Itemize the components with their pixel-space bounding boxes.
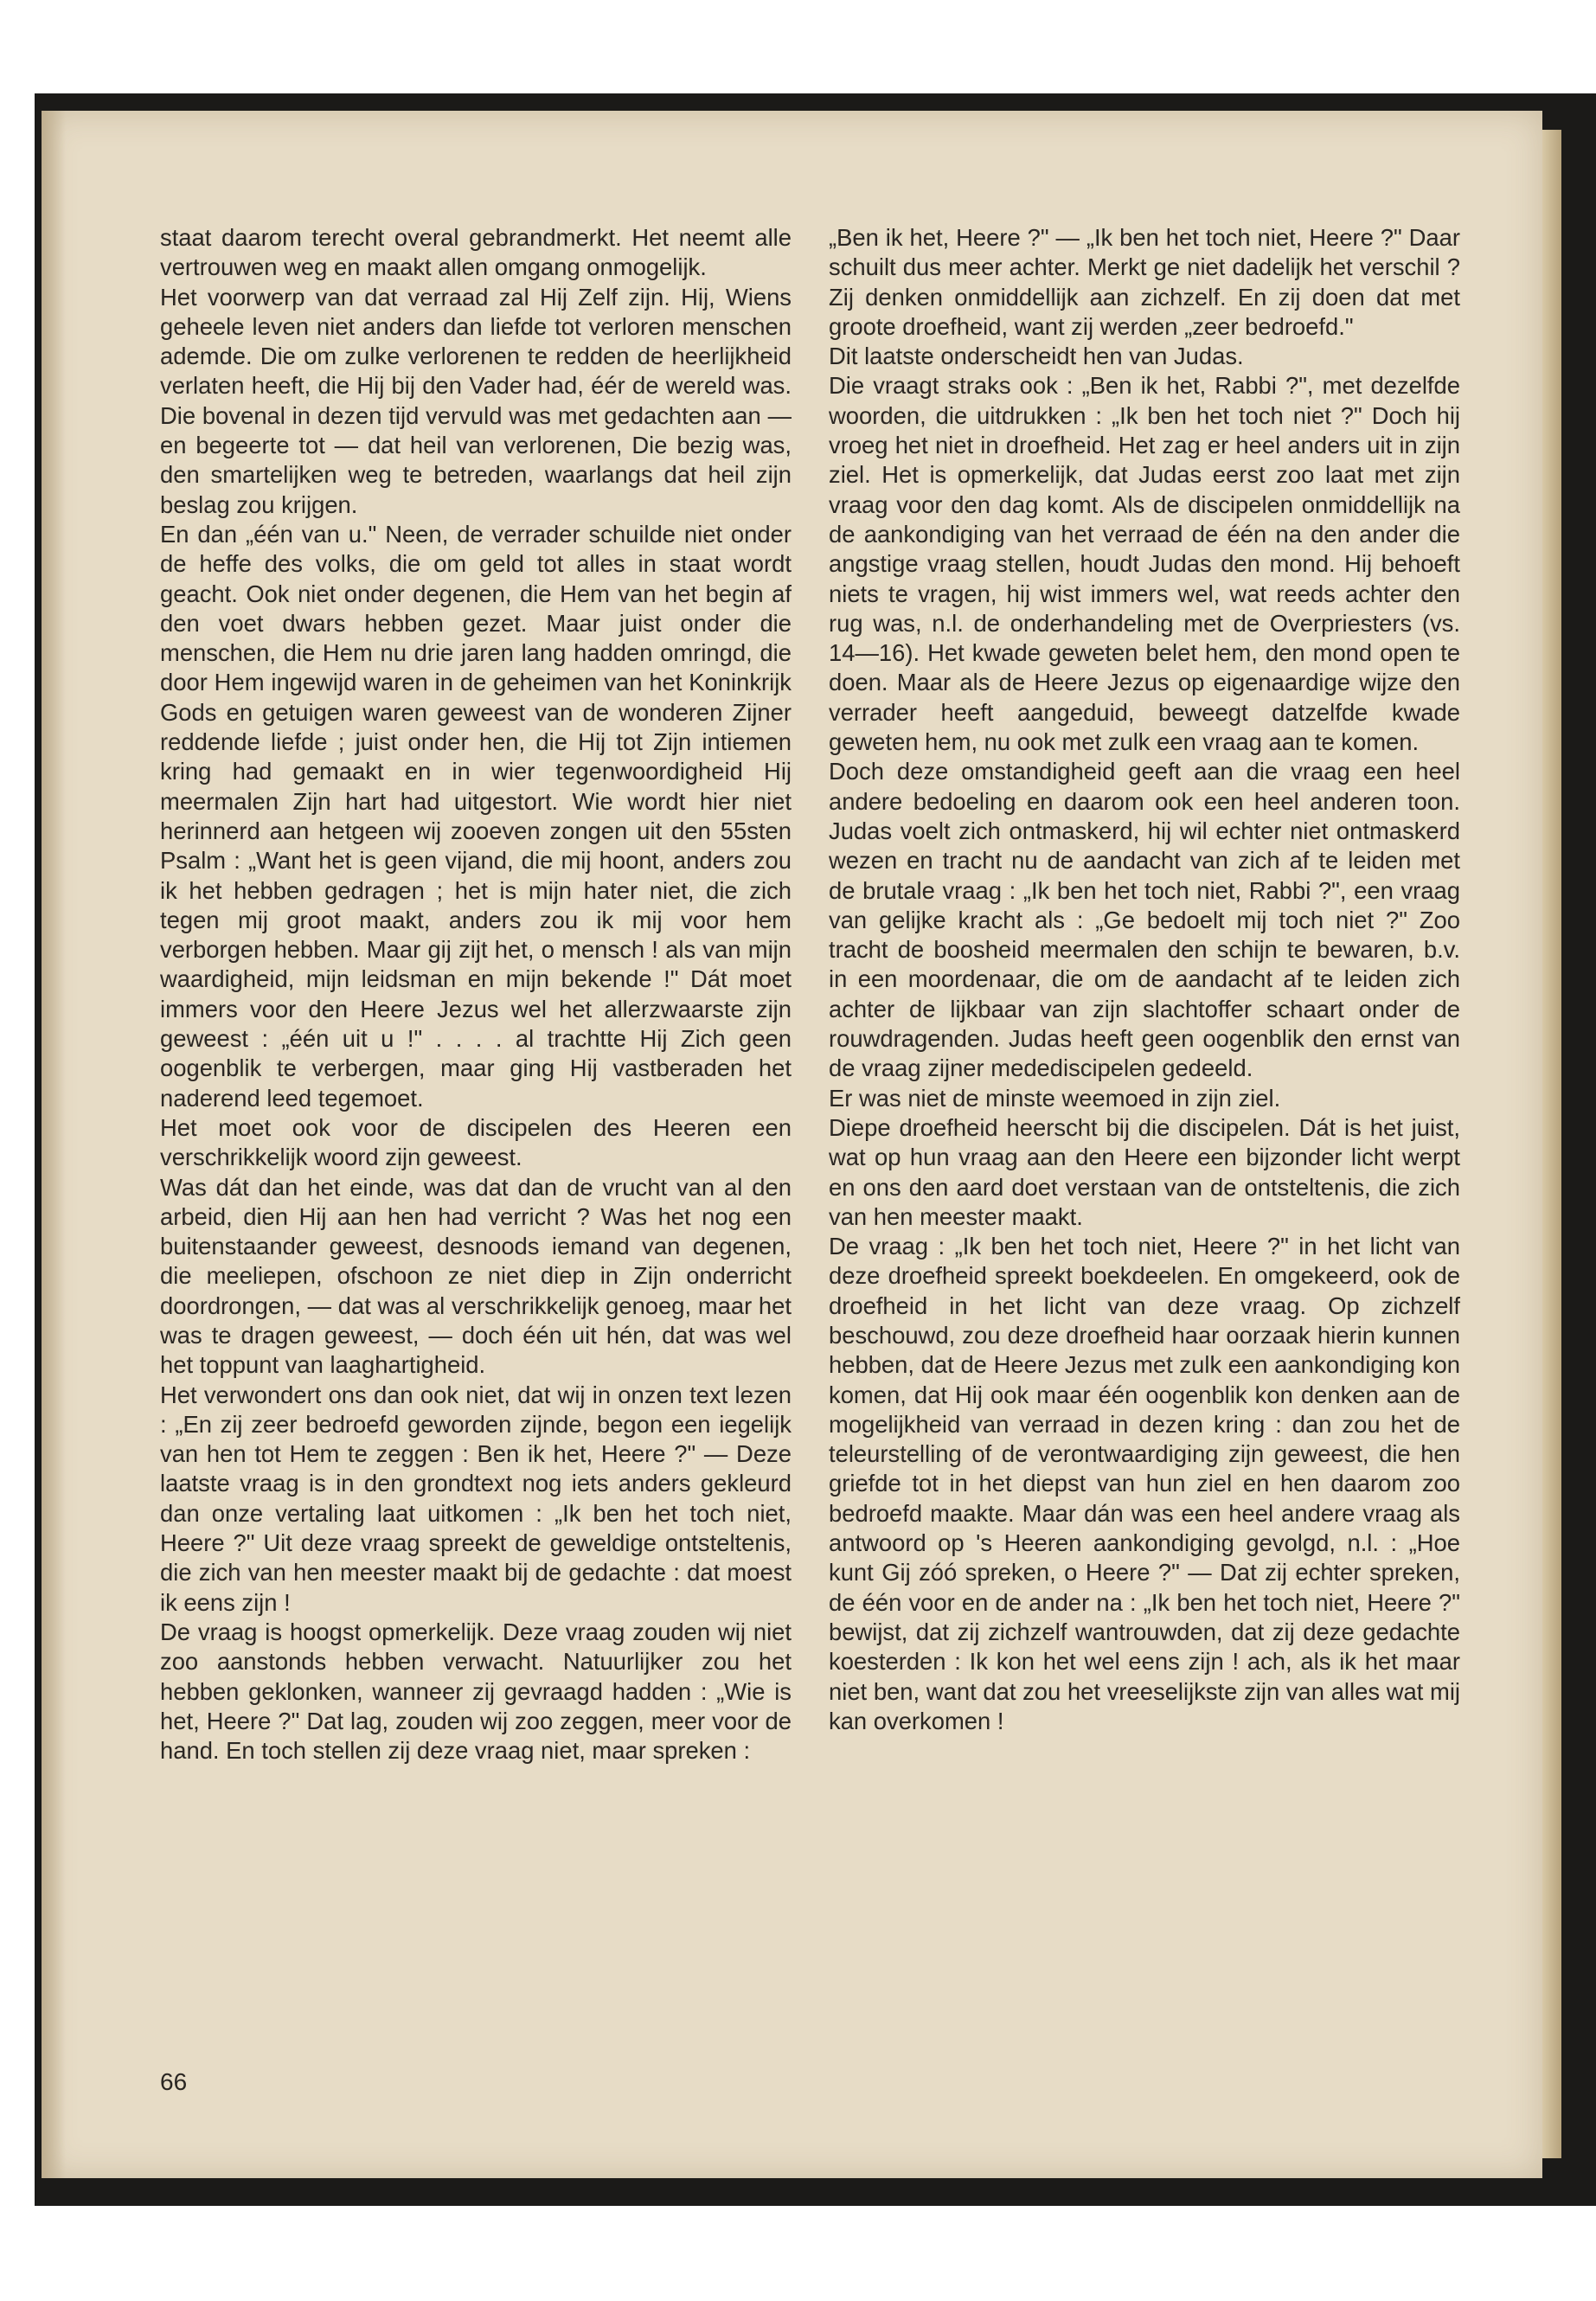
paragraph: Die vraagt straks ook : „Ben ik het, Rabbi ?", met dezelfde woorden, die uitdrukken : „Ik ben het toch niet ?" Doch hij vroeg het niet in droefheid. Het zag er heel anders uit in zijn ziel. Het is opmerkelijk, dat Judas eerst zoo laat met zijn vraag voor den dag komt. Als de discipelen onmiddellijk na de aankondiging van het verraad de één na den ander die angstige vraag stellen, houdt Judas den mond. Hij behoeft niets te vragen, hij wist immers wel, wat reeds achter den rug was, n.l. de onderhandeling met de Overpriesters (vs. 14—16). Het kwade geweten belet hem, den mond open te doen. Maar als de Heere Jezus op eigenaardige wijze den verrader heeft aangeduid, beweegt datzelfde kwade geweten hem, nu ook met zulk een vraag aan te komen. <box>829 372 1460 756</box>
left-column <box>160 223 792 1766</box>
paragraph: Er was niet de minste weemoed in zijn ziel. <box>829 1084 1281 1112</box>
paragraph: De vraag : „Ik ben het toch niet, Heere ?" in het licht van deze droefheid spreekt boekdeelen. En omgekeerd, ook de droefheid in het licht van deze vraag. Op zichzelf beschouwd, zou deze droefheid haar oorzaak hierin kunnen hebben, dat de Heere Jezus met zulk een aankondiging kon komen, dat Hij ook maar één oogenblik kon denken aan de mogelijkheid van verraad in dezen kring : dan zou het de teleurstelling of de verontwaardiging zijn geweest, die hen griefde tot in het diepst van hun ziel en hen daarom zoo bedroefd maakte. Maar dán was een heel andere vraag als antwoord op 's Heeren aankondiging gevolgd, n.l. : „Hoe kunt Gij zóó spreken, o Heere ?" — Dat zij echter spreken, de één voor en de ander na : „Ik ben het toch niet, Heere ?" bewijst, dat zij zichzelf wantrouwden, dat zij deze gedachte koesterden : Ik kon het wel eens zijn ! ach, als ik het maar niet ben, want dat zou het vreeselijkste zijn van alles wat mij kan overkomen ! <box>829 1233 1460 1734</box>
paragraph: Het verwondert ons dan ook niet, dat wij in onzen text lezen : „En zij zeer bedroefd geworden zijnde, begon een iegelijk van hen tot Hem te zeggen : Ben ik het, Heere ?" — Deze laatste vraag is in den grondtext nog iets anders gekleurd dan onze vertaling laat uitkomen : „Ik ben het toch niet, Heere ?" Uit deze vraag spreekt de geweldige ontsteltenis, die zich van hen meester maakt bij de gedachte : dat moest ik eens zijn ! <box>160 1381 792 1616</box>
paragraph: De vraag is hoogst opmerkelijk. Deze vraag zouden wij niet zoo aanstonds hebben verwacht. Natuurlijker zou het hebben geklonken, wanneer zij gevraagd hadden : „Wie is het, Heere ?" Dat lag, zouden wij zoo zeggen, meer voor de hand. En toch stellen zij deze vraag niet, maar spreken : <box>160 1618 792 1765</box>
paragraph: Doch deze omstandigheid geeft aan die vraag een heel andere bedoeling en daarom ook een heel anderen toon. Judas voelt zich ontmaskerd, hij wil echter niet ontmaskerd wezen en tracht nu de aandacht van zich af te leiden met de brutale vraag : „Ik ben het toch niet, Rabbi ?", een vraag van gelijke kracht als : „Ge bedoelt mij toch niet ?" Zoo tracht de boosheid meermalen den schijn te bewaren, b.v. in een moordenaar, die om de aandacht af te leiden zich achter de lijkbaar van zijn slachtoffer schaart onder de rouwdragenden. Judas heeft geen oogenblik den ernst van de vraag zijner medediscipelen gedeeld. <box>829 758 1460 1082</box>
paragraph: Was dát dan het einde, was dat dan de vrucht van al den arbeid, dien Hij aan hen had verricht ? Was het nog een buitenstaander geweest, desnoods iemand van degenen, die meeliepen, ofschoon ze niet diep in Zijn onderricht doordrongen, — dat was al verschrikkelijk genoeg, maar het was te dragen geweest, — doch één uit hén, dat was wel het toppunt van laaghartigheid. <box>160 1173 792 1379</box>
paragraph: „Ben ik het, Heere ?" — „Ik ben het toch niet, Heere ?" Daar schuilt dus meer achter. Merkt ge niet dadelijk het verschil ? Zij denken onmiddellijk aan zichzelf. En zij doen dat met groote droefheid, want zij werden „zeer bedroefd." <box>829 224 1460 340</box>
paragraph: staat daarom terecht overal gebrandmerkt. Het neemt alle vertrouwen weg en maakt allen omgang onmogelijk. <box>160 224 792 281</box>
right-column <box>829 223 1460 1736</box>
paragraph: Het moet ook voor de discipelen des Heeren een verschrikkelijk woord zijn geweest. <box>160 1113 792 1171</box>
paragraph: En dan „één van u." Neen, de verrader schuilde niet onder de heffe des volks, die om geld tot alles in staat wordt geacht. Ook niet onder degenen, die Hem van het begin af den voet dwars hebben gezet. Maar juist onder die menschen, die Hem nu drie jaren lang hadden omringd, die door Hem ingewijd waren in de geheimen van het Koninkrijk Gods en getuigen waren geweest van de wonderen Zijner reddende liefde ; juist onder hen, die Hij tot Zijn intiemen kring had gemaakt en in wier tegenwoordigheid Hij meermalen Zijn hart had uitgestort. Wie wordt hier niet herinnerd aan hetgeen wij zooeven zongen uit den 55sten Psalm : „Want het is geen vijand, die mij hoont, anders zou ik het hebben gedragen ; het is mijn hater niet, die zich tegen mij groot maakt, anders zou ik mij voor hem verborgen hebben. Maar gij zijt het, o mensch ! als van mijn waardigheid, mijn leidsman en mijn bekende !" Dát moet immers voor den Heere Jezus wel het allerzwaarste zijn geweest : „één uit u !" . . . . al trachtte Hij Zich geen oogenblik te verbergen, maar ging Hij vastberaden het naderend leed tegemoet. <box>160 520 792 1112</box>
paragraph: Het voorwerp van dat verraad zal Hij Zelf zijn. Hij, Wiens geheele leven niet anders dan liefde tot verloren menschen ademde. Die om zulke verlorenen te redden de heerlijkheid verlaten heeft, die Hij bij den Vader had, éér de wereld was. Die bovenal in dezen tijd vervuld was met gedachten aan — en begeerte tot — dat heil van verlorenen, Die bezig was, den smartelijken weg te betreden, waarlangs dat heil zijn beslag zou krijgen. <box>160 283 792 518</box>
page-number: 66 <box>160 2068 188 2095</box>
paragraph: Dit laatste onderscheidt hen van Judas. <box>829 343 1244 370</box>
page-edge <box>1542 130 1561 2158</box>
paragraph: Diepe droefheid heerscht bij die discipelen. Dát is het juist, wat op hun vraag aan den Heere een bijzonder licht werpt en ons den aard doet verstaan van de ontsteltenis, die zich van hen meester maakt. <box>829 1113 1460 1230</box>
